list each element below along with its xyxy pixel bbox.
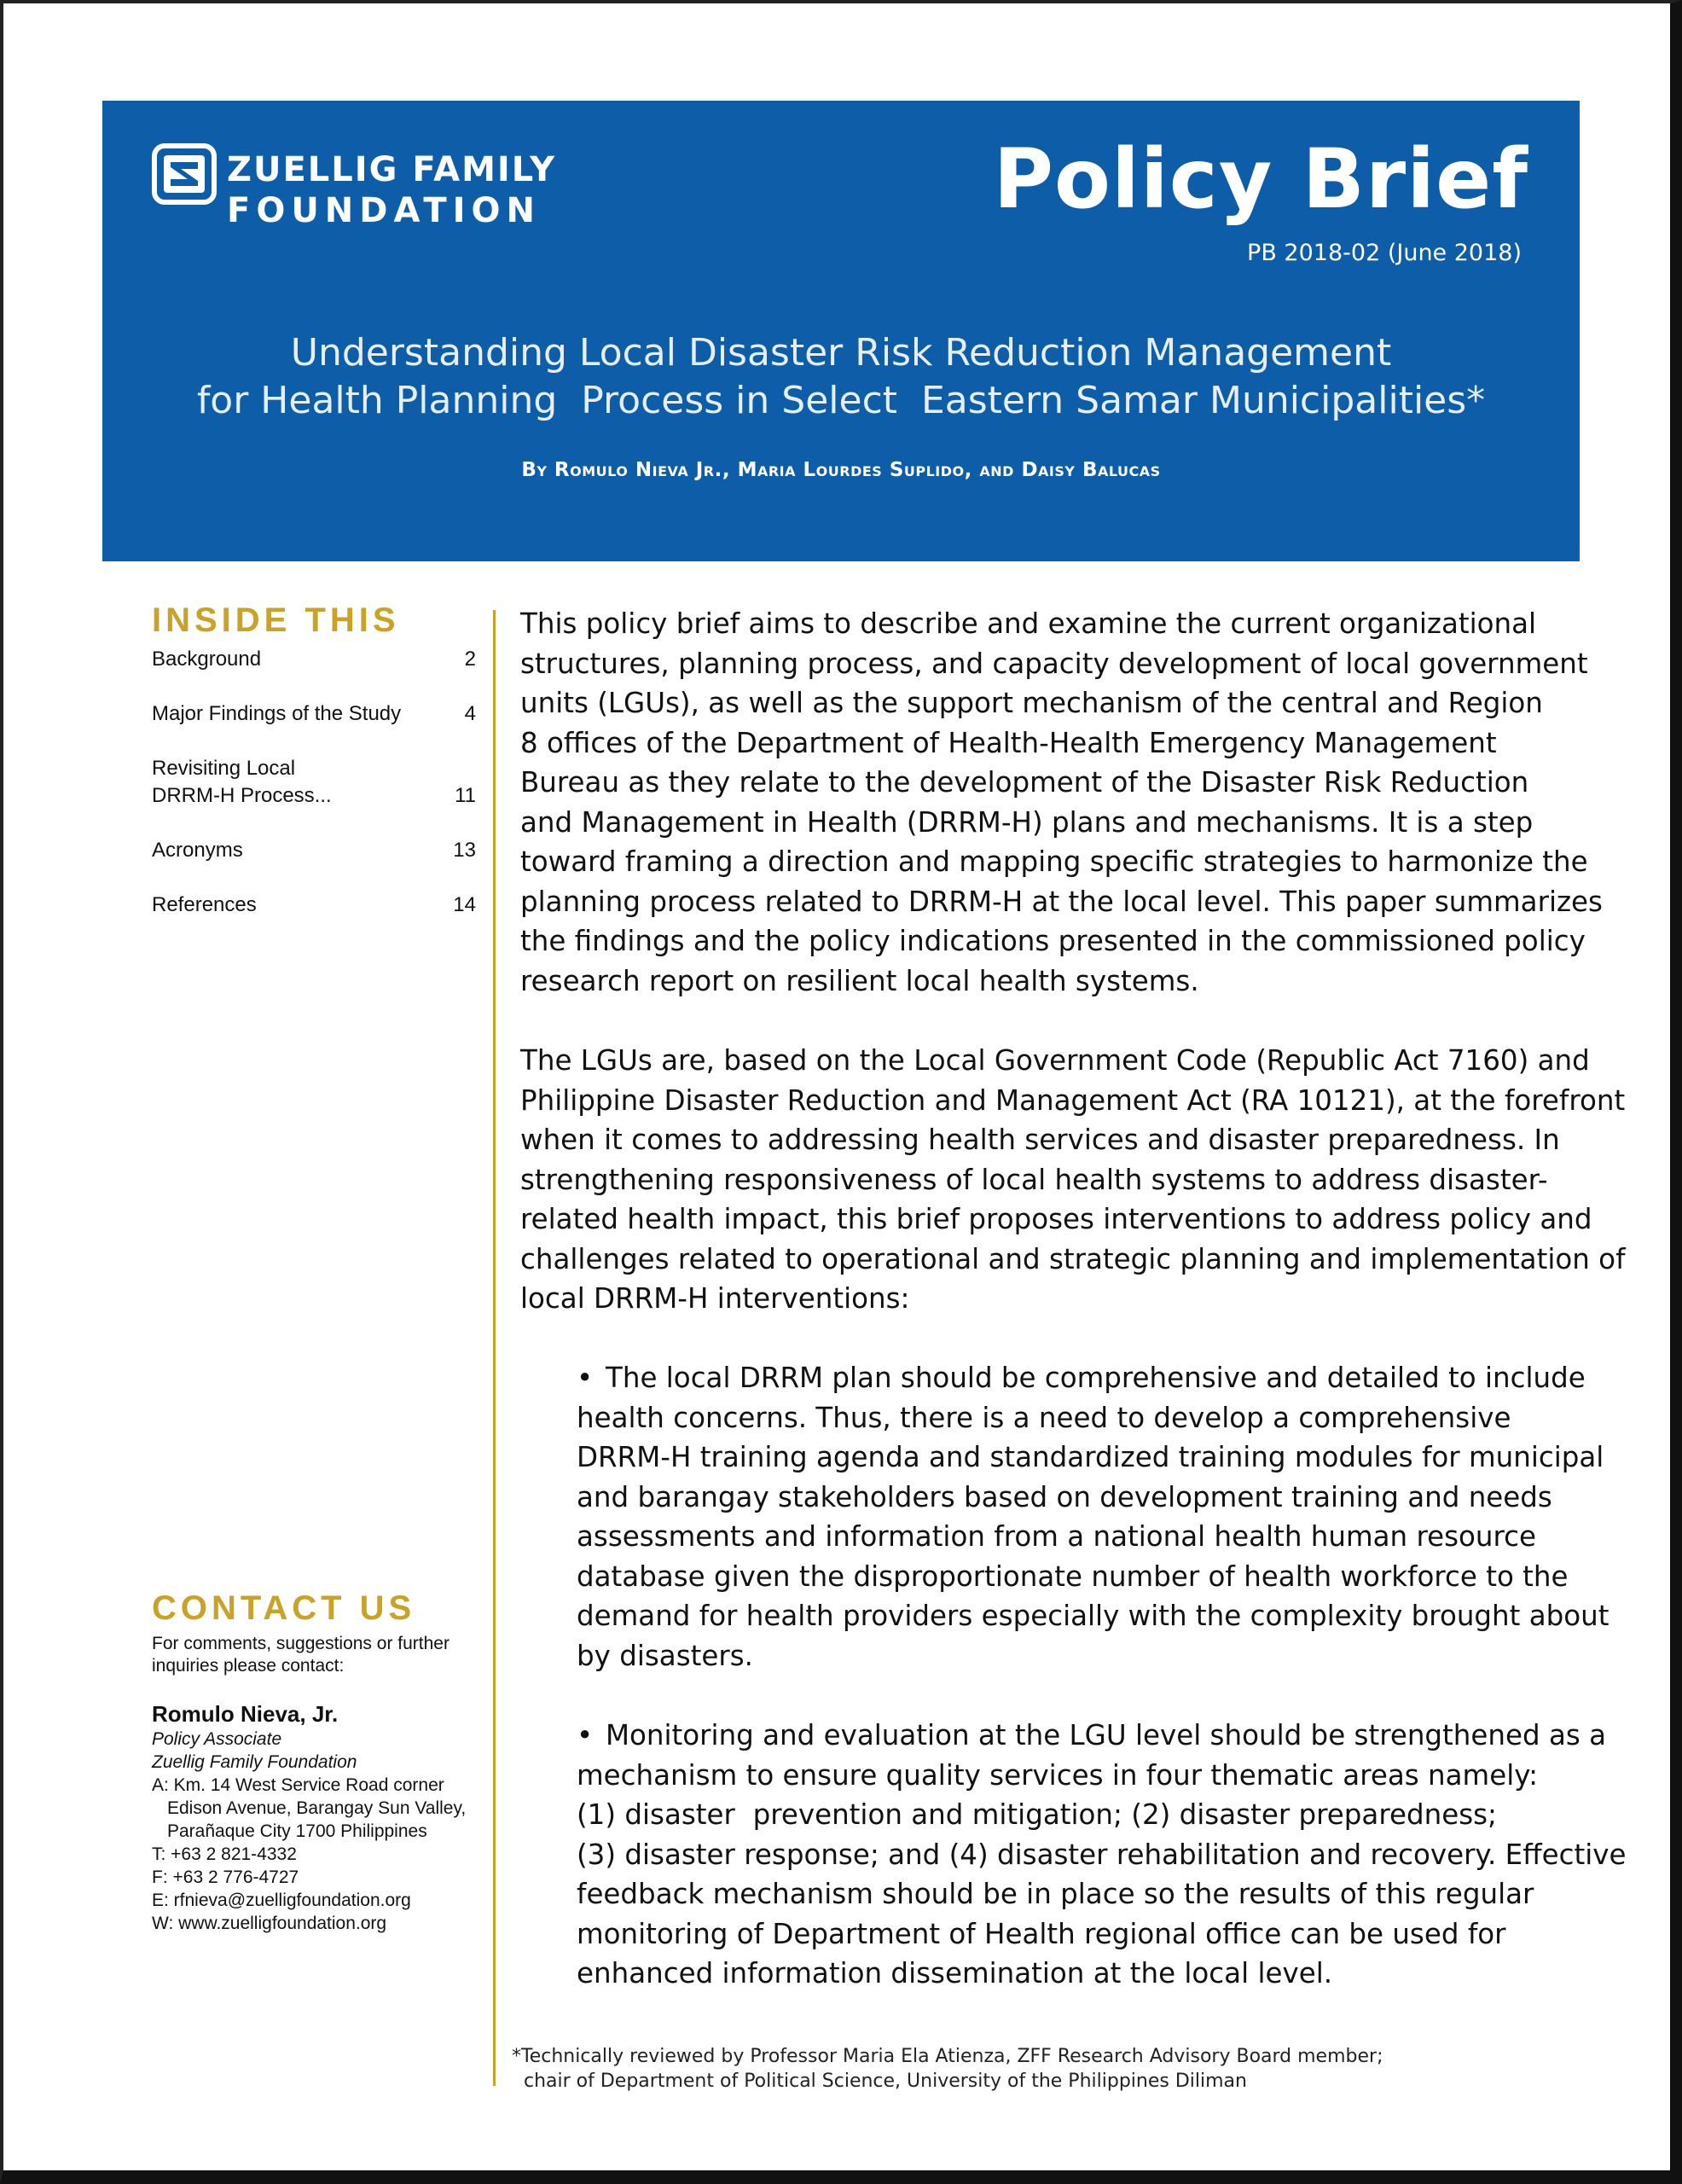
bullet-first-line: The local DRRM plan should be comprehensive and detailed to include (606, 1362, 1586, 1394)
bullet-icon: • (577, 1719, 594, 1751)
contact-intro: For comments, suggestions or further inquiries please contact: (152, 1634, 450, 1676)
text-line: structures, planning process, and capacity development of local government (520, 647, 1588, 680)
toc-item-acronyms[interactable] (152, 837, 476, 864)
contact-address-3: Parañaque City 1700 Philippines (167, 1821, 427, 1841)
intro-paragraph (520, 604, 1603, 1001)
text-line (577, 1358, 1586, 1398)
footnote (512, 2044, 1535, 2094)
footnote-line-1: *Technically reviewed by Professor Maria Ela Atienza, ZFF Research Advisory Board member; (512, 2046, 1383, 2067)
contact-name: Romulo Nieva, Jr. (152, 1701, 339, 1727)
toc-item-background[interactable] (152, 646, 476, 673)
text-line: related health impact, this brief proposes interventions to address policy and (520, 1203, 1592, 1235)
contact-website[interactable]: W: www.zuelligfoundation.org (152, 1914, 387, 1933)
doc-type-title: Policy Brief (993, 131, 1528, 227)
text-line: challenges related to operational and strategic planning and implementation of (520, 1242, 1626, 1275)
org-name-line2: FOUNDATION (227, 191, 541, 230)
toc-item-references[interactable] (152, 892, 476, 919)
text-line: planning process related to DRRM-H at the local level. This paper summarizes (520, 885, 1603, 918)
header-banner (102, 101, 1580, 561)
text-line: monitoring of Department of Health regional office can be used for (577, 1917, 1506, 1950)
toc-page-number: 14 (453, 893, 476, 916)
zff-logo (152, 143, 217, 205)
text-line: local DRRM-H interventions: (520, 1282, 910, 1315)
toc-page-number: 4 (464, 702, 476, 725)
text-line: (1) disaster prevention and mitigation; (2) disaster preparedness; (577, 1798, 1498, 1831)
toc-label: Revisiting Local DRRM-H Process... (152, 757, 332, 807)
toc-page-number: 13 (453, 839, 476, 862)
text-line: enhanced information dissemination at the local level. (577, 1957, 1333, 1989)
sidebar-inside (152, 601, 493, 916)
authors-line: By Romulo Nieva Jr., Maria Lourdes Suplido, and Daisy Balucas (521, 459, 1161, 481)
text-line: Philippine Disaster Reduction and Management Act (RA 10121), at the forefront (520, 1083, 1626, 1117)
text-line: Bureau as they relate to the development of the Disaster Risk Reduction (520, 766, 1529, 799)
toc-page-number: 11 (455, 784, 476, 807)
text-line: health concerns. Thus, there is a need to develop a comprehensive (577, 1401, 1511, 1434)
toc-item-major-findings[interactable] (152, 700, 476, 728)
bullet-item-drrm-plan (577, 1358, 1610, 1676)
text-line: The LGUs are, based on the Local Government Code (Republic Act 7160) and (520, 1044, 1590, 1077)
contact-heading: CONTACT US (152, 1589, 416, 1627)
text-line: (3) disaster response; and (4) disaster rehabilitation and recovery. Effective (577, 1838, 1627, 1871)
toc-label: Acronyms (152, 839, 243, 862)
page-title (102, 329, 1580, 425)
zff-logo-icon (152, 143, 217, 205)
toc-label: Major Findings of the Study (152, 702, 402, 725)
text-line: feedback mechanism should be in place so the results of this regular (577, 1878, 1534, 1910)
toc-label: References (152, 893, 257, 916)
contact-email[interactable]: E: rfnieva@zuelligfoundation.org (152, 1891, 411, 1910)
text-line: and barangay stakeholders based on development training and needs (577, 1480, 1552, 1513)
contact-title: Policy Associate (152, 1729, 282, 1749)
title-line-2: for Health Planning Process in Select Eastern Samar Municipalities* (196, 379, 1486, 422)
text-line: DRRM-H training agenda and standardized training modules for municipal (577, 1441, 1604, 1473)
contact-address-2: Edison Avenue, Barangay Sun Valley, (167, 1798, 467, 1818)
bullet-first-line: Monitoring and evaluation at the LGU level should be strengthened as a (606, 1719, 1607, 1751)
text-line (577, 1716, 1607, 1756)
toc-page-number: 2 (464, 648, 476, 671)
text-line: toward framing a direction and mapping specific strategies to harmonize the (520, 845, 1588, 878)
footnote-line-2: chair of Department of Political Science, University of the Philippines Diliman (524, 2071, 1247, 2092)
contact-section (152, 1589, 510, 1935)
text-line: the findings and the policy indications presented in the commissioned policy (520, 925, 1586, 957)
toc-label: Background (152, 648, 262, 671)
text-line: database given the disproportionate number of health workforce to the (577, 1560, 1569, 1593)
text-line: 8 offices of the Department of Health-Health Emergency Management (520, 726, 1497, 759)
toc-item-revisiting[interactable] (152, 755, 476, 810)
bullet-icon: • (577, 1362, 594, 1394)
text-line: mechanism to ensure quality services in four thematic areas namely: (577, 1758, 1539, 1792)
contact-telephone: T: +63 2 821-4332 (152, 1844, 297, 1864)
text-line: assessments and information from a national health human resource (577, 1520, 1537, 1553)
text-line: units (LGUs), as well as the support mechanism of the central and Region (520, 687, 1543, 719)
lgu-paragraph (520, 1041, 1626, 1319)
text-line: and Management in Health (DRRM-H) plans and mechanisms. It is a step (520, 805, 1534, 839)
text-line: by disasters. (577, 1639, 753, 1672)
inside-heading: INSIDE THIS (152, 601, 400, 639)
text-line: research report on resilient local health systems. (520, 964, 1199, 997)
title-line-1: Understanding Local Disaster Risk Reduction Management (290, 331, 1392, 375)
text-line: demand for health providers especially with the complexity brought about (577, 1600, 1610, 1632)
contact-fax: F: +63 2 776-4727 (152, 1867, 299, 1887)
org-name-line1: ZUELLIG FAMILY (227, 150, 557, 189)
text-line: This policy brief aims to describe and examine the current organizational (520, 607, 1537, 640)
doc-code: PB 2018-02 (June 2018) (1247, 240, 1522, 266)
main-content (520, 604, 1627, 1989)
text-line: when it comes to addressing health services and disaster preparedness. In (520, 1124, 1560, 1156)
bullet-item-monitoring (577, 1716, 1627, 1994)
contact-org: Zuellig Family Foundation (152, 1752, 357, 1772)
contact-address-1: A: Km. 14 West Service Road corner (152, 1775, 444, 1795)
text-line: strengthening responsiveness of local health systems to address disaster- (520, 1163, 1548, 1196)
